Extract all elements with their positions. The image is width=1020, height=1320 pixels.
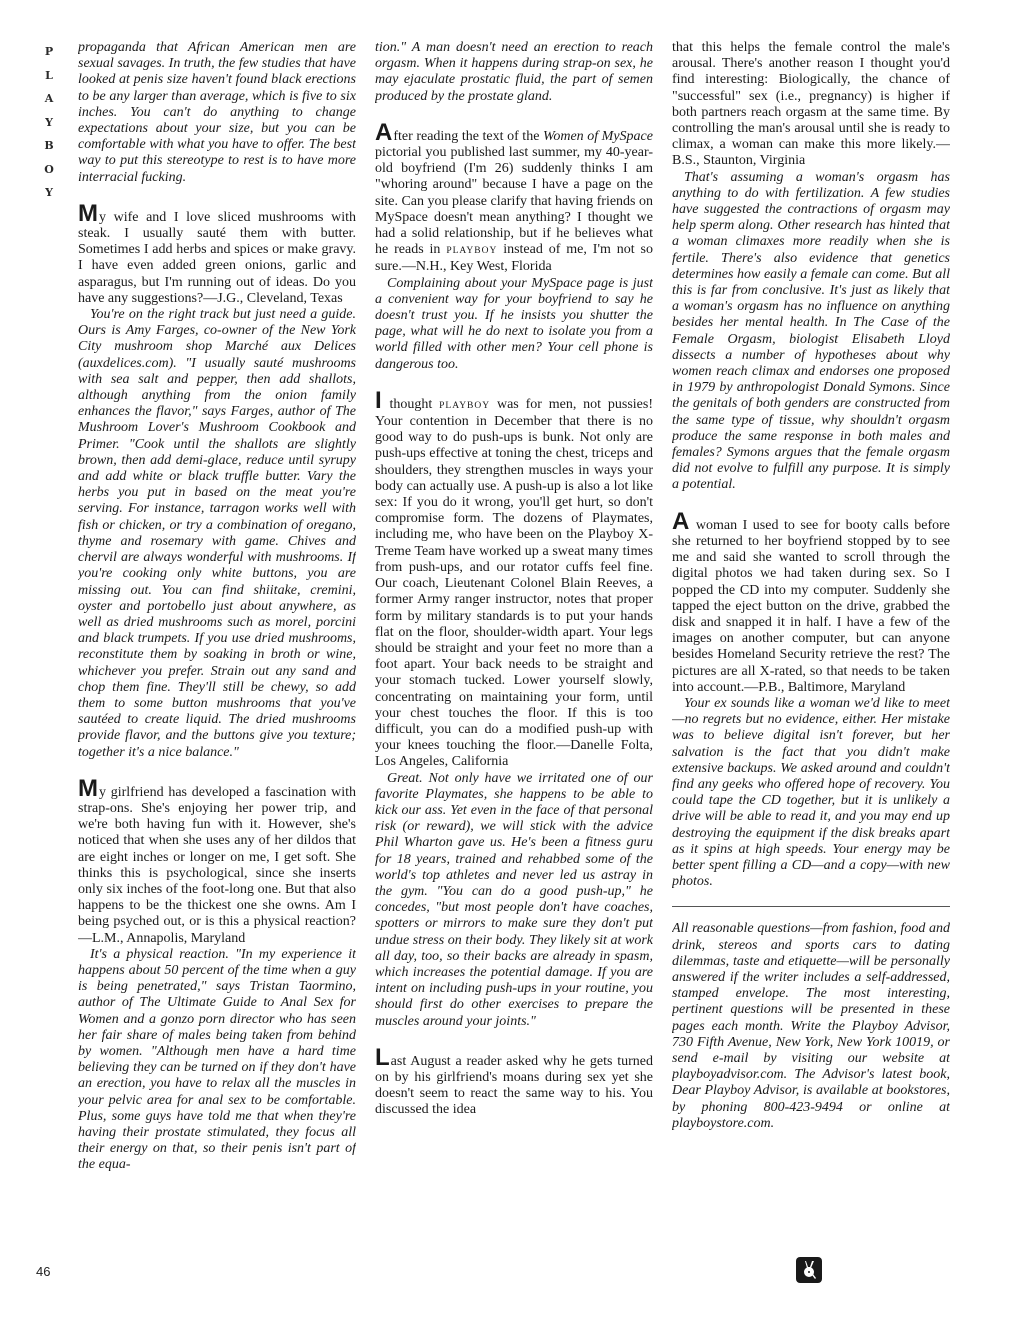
masthead-letter: Y (45, 186, 53, 199)
magazine-name: PLAYBOY (439, 400, 491, 411)
answer-myspace: Complaining about your MySpace page is just a convenient way for your boyfriend to say he doesn't trust you. If he insists you shutter the page, what will he do next to isolate you from a world filled with other men? Your cell phone is dangerous too. (375, 275, 653, 372)
letter-strap-ons (78, 774, 356, 947)
column-2 (375, 40, 653, 1290)
masthead-letter: P (44, 45, 54, 58)
letter-text: y girlfriend has developed a fascination with strap-ons. She's enjoying her power trip, and we're both having fun with it. However, she's noticed that when she uses any of her dildos that are eight inches or longer on me, I get soft. She thinks this is psychological, since she inserts only six inches of the foot-long one. But that also happens to be the thickest one she owns. Am I being psyched out, or is this a physical reaction?—L.M., Annapolis, Maryland (78, 784, 356, 946)
answer-push-ups: Great. Not only have we irritated one of our favorite Playmates, she happens to be able to kick our ass. Yet even in the face of that personal risk (or reward), we will stick with the advice Phil Wharton gave us. He's been a fitness guru for 18 years, trained and rehabbed some of the world's top athletes and never led us astray in the gym. "You can do a good push-up," he concedes, "but most people don't have coaches, spotters or mirrors to make sure they don't put undue stress on their body. They likely sit at work all day, too, so their backs are already in spasm, which increases the potential damage. If you are intent on including push-ups in your routine, you should first do other exercises to prepare the muscles around your joints." (375, 770, 653, 1029)
rabbit-head-icon (801, 1260, 817, 1280)
letter-arousal (375, 1043, 653, 1119)
rabbit-head-logo-icon (796, 1257, 822, 1283)
drop-cap: A (672, 507, 690, 535)
answer-digital-photos: Your ex sounds like a woman we'd like to meet—no regrets but no evidence, either. Her mistake was to believe digital isn't forever, but her salvation is the fact that you didn't make extensive backups. We asked around and couldn't find any geeks who offered hope of recovery. You could tape the CD together, but it is unlikely a drive will be able to read it, and you may end up destroying the equipment if the disk breaks apart as it spins at high speeds. Your energy may be better spent filling a CD—and a copy—with new photos. (672, 695, 950, 890)
letter-digital-photos (672, 507, 950, 696)
masthead-letter: O (44, 162, 54, 176)
letter-push-ups (375, 386, 653, 771)
letter-text: woman I used to see for booty calls before she returned to her boyfriend stopped by to see me and said she wanted to scroll through the digital photos we had taken during sex. So I popped the CD into my computer. Suddenly she tapped the eject button on the drive, grabbed the disk and snapped it in half. I have a few of the images on another computer, but can anyone besides Homeland Security retrieve the rest? The pictures are all X-rated, so that needs to be taken into account.—P.B., Baltimore, Maryland (672, 517, 950, 695)
divider (672, 906, 950, 907)
page-number: 46 (36, 1264, 51, 1279)
masthead-letter: Y (45, 115, 53, 129)
drop-cap: A (375, 118, 393, 146)
column-3 (672, 40, 950, 1290)
answer-continued: tion." A man doesn't need an erection to reach orgasm. When it happens during strap-on sex, he may ejaculate prostatic fluid, the part of semen produced by the prostate gland. (375, 40, 653, 104)
letter-text: ast August a reader asked why he gets turned on by his girlfriend's moans during sex yet she doesn't seem to react the same way to his. You discussed the idea (375, 1053, 653, 1118)
pictorial-title: Women of MySpace (542, 128, 653, 144)
advisor-footer-note: All reasonable questions—from fashion, food and drink, stereos and sports cars to dating dilemmas, taste and etiquette—will be personally answered if the writer includes a self-addressed, stamped envelope. The most interesting, pertinent questions will be presented in these pages each month. Write the Playboy Advisor, 730 Fifth Avenue, New York, New York 10019, or send e-mail by visiting our website at playboyadvisor.com. The Advisor's latest book, Dear Playboy Advisor, is available at bookstores, by phoning 800-423-9494 or online at playboystore.com. (672, 921, 950, 1131)
answer-strap-ons: It's a physical reaction. "In my experience it happens about 50 percent of the time when a guy is being penetrated," says Tristan Taormino, author of The Ultimate Guide to Anal Sex for Women and a gonzo porn director who has seen her fair share of males being taken from behind by women. "Although men have a hard time believing they can be turned on if they don't have an erection, you have to relax all the muscles in your pelvic area for anal sex to be comfortable. Plus, some guys have told me that when they're having their prostate stimulated, they focus all their energy on that, so their penis isn't part of the equa- (78, 946, 356, 1173)
drop-cap: M (78, 774, 98, 802)
letter-mushrooms (78, 199, 356, 307)
letter-text: pictorial you published last summer, my 40-year-old boyfriend (I'm 26) suddenly thinks I am "whoring around" because I have a page on the site. Can you please clarify that having friends on MySpace doesn't mean anything? I thought we had a solid relationship, but if he believes what he reads in (375, 145, 653, 258)
answer-continued: propaganda that African American men are sexual savages. In truth, the few studies that have looked at penis size haven't found black erections to be any larger than average, which is five to six inches. You can't do anything to change expectations about your size, but you can be comfortable with what you have to offer. The best way to put this stereotype to rest is to have more interracial fucking. (78, 40, 356, 185)
magazine-name: PLAYBOY (446, 246, 498, 257)
letter-continued: that this helps the female control the male's arousal. There's another reason I thought you'd find interesting: Biologically, the chance of "successful" sex (i.e., pregnancy) is higher if both partners reach orgasm at the same time. By controlling the man's arousal until she is ready to climax, a woman can make this more likely.—B.S., Staunton, Virginia (672, 40, 950, 169)
answer-mushrooms: You're on the right track but just need a guide. Ours is Amy Farges, co-owner of the New York City mushroom shop Marché aux Delices (auxdelices.com). "I usually sauté mushrooms with sea salt and pepper, then add shallots, although anything from the onion family enhances the flavor," says Farges, author of The Mushroom Lover's Mushroom Cookbook and Primer. "Cook until the shallots are slightly brown, then add demi-glace, reduce until syrupy and add white or black truffle butter. Vary the herbs you put in based on the meat you're serving. For instance, tarragon works well with fish or chicken, or try a combination of oregano, thyme and rosemary with game. Chives and chervil are always wonderful with mushrooms. If you're cooking only white buttons, you are missing out. You can find shiitake, cremini, oyster and portobello just about anywhere, as well as dried mushrooms such as morel, porcini and black trumpets. If you use dried mushrooms, reconstitute them by soaking in broth or wine, whichever you prefer. Strain out any sand and chop them fine. They'll still be chewy, so add them to some button mushrooms that you've sautéed to create liquid. The dried mushrooms provide flavor, and the buttons give you texture; together it's a nice balance." (78, 307, 356, 760)
letter-text: thought (382, 396, 440, 412)
letter-text: instead of me, I'm not so sure.—N.H., Key West, Florida (375, 242, 653, 275)
masthead (36, 40, 62, 205)
letter-text: was for men, not pussies! Your contention in December that there is no good way to do push-ups is bunk. Not only are push-ups effective at toning the chest, triceps and shoulders, they strengthen muscles in ways your body can actually use. A push-up is also a lot like sex: If you do it wrong, you'll get hurt, so don't compromise form. The dozens of Playmates, including me, who have been on the Playboy X-Treme Team have worked up a sweat many times from push-ups, and our rotator cuffs feel fine. Our coach, Lieutenant Colonel Blain Reeves, a former Army ranger instructor, notes that proper form by military standards is to put your hands flat on the floor, shoulder-width apart. Your legs should be straight and your feet no more than a foot apart. Your back needs to be straight and your stomach tucked. Lower yourself slowly, concentrating on maintaining your form, until your chest touches the floor. If this is too difficult, you can do a modified push-up with your knees touching the floor.—Danelle Folta, Los Angeles, California (375, 396, 653, 770)
masthead-letter: A (44, 92, 54, 105)
answer-arousal: That's assuming a woman's orgasm has anything to do with fertilization. A few studies have suggested the contractions of orgasm may help sperm along. Other research has hinted that a woman climaxes more readily when she is fertile. There's also evidence that genetics determines how easily a female can come. But all this is far from conclusive. It's just as likely that a woman's orgasm has no influence on anything besides her mental health. In The Case of the Female Orgasm, biologist Elisabeth Lloyd dissects a number of hypotheses about why women reach climax and endorses one proposed in 1979 by anthropologist Donald Symons. Since the genitals of both genders are constructed from the same type of tissue, why shouldn't orgasm produce the same response in both males and females? Symons argues that the female orgasm did not evolve to fulfill any purpose. It is simply a potential. (672, 169, 950, 493)
masthead-letter: L (45, 68, 53, 82)
masthead-letter: B (44, 139, 54, 152)
column-1 (78, 40, 356, 1290)
drop-cap: I (375, 386, 382, 414)
letter-text: y wife and I love sliced mushrooms with steak. I usually sauté them with butter. Sometimes I add herbs and spices or make gravy. I have even added green onions, garlic and asparagus, but I'm running out of ideas. Do you have any suggestions?—J.G., Cleveland, Texas (78, 209, 356, 306)
letter-text: fter reading the text of the (393, 128, 543, 144)
letter-myspace (375, 118, 653, 276)
drop-cap: L (375, 1043, 390, 1071)
drop-cap: M (78, 199, 98, 227)
